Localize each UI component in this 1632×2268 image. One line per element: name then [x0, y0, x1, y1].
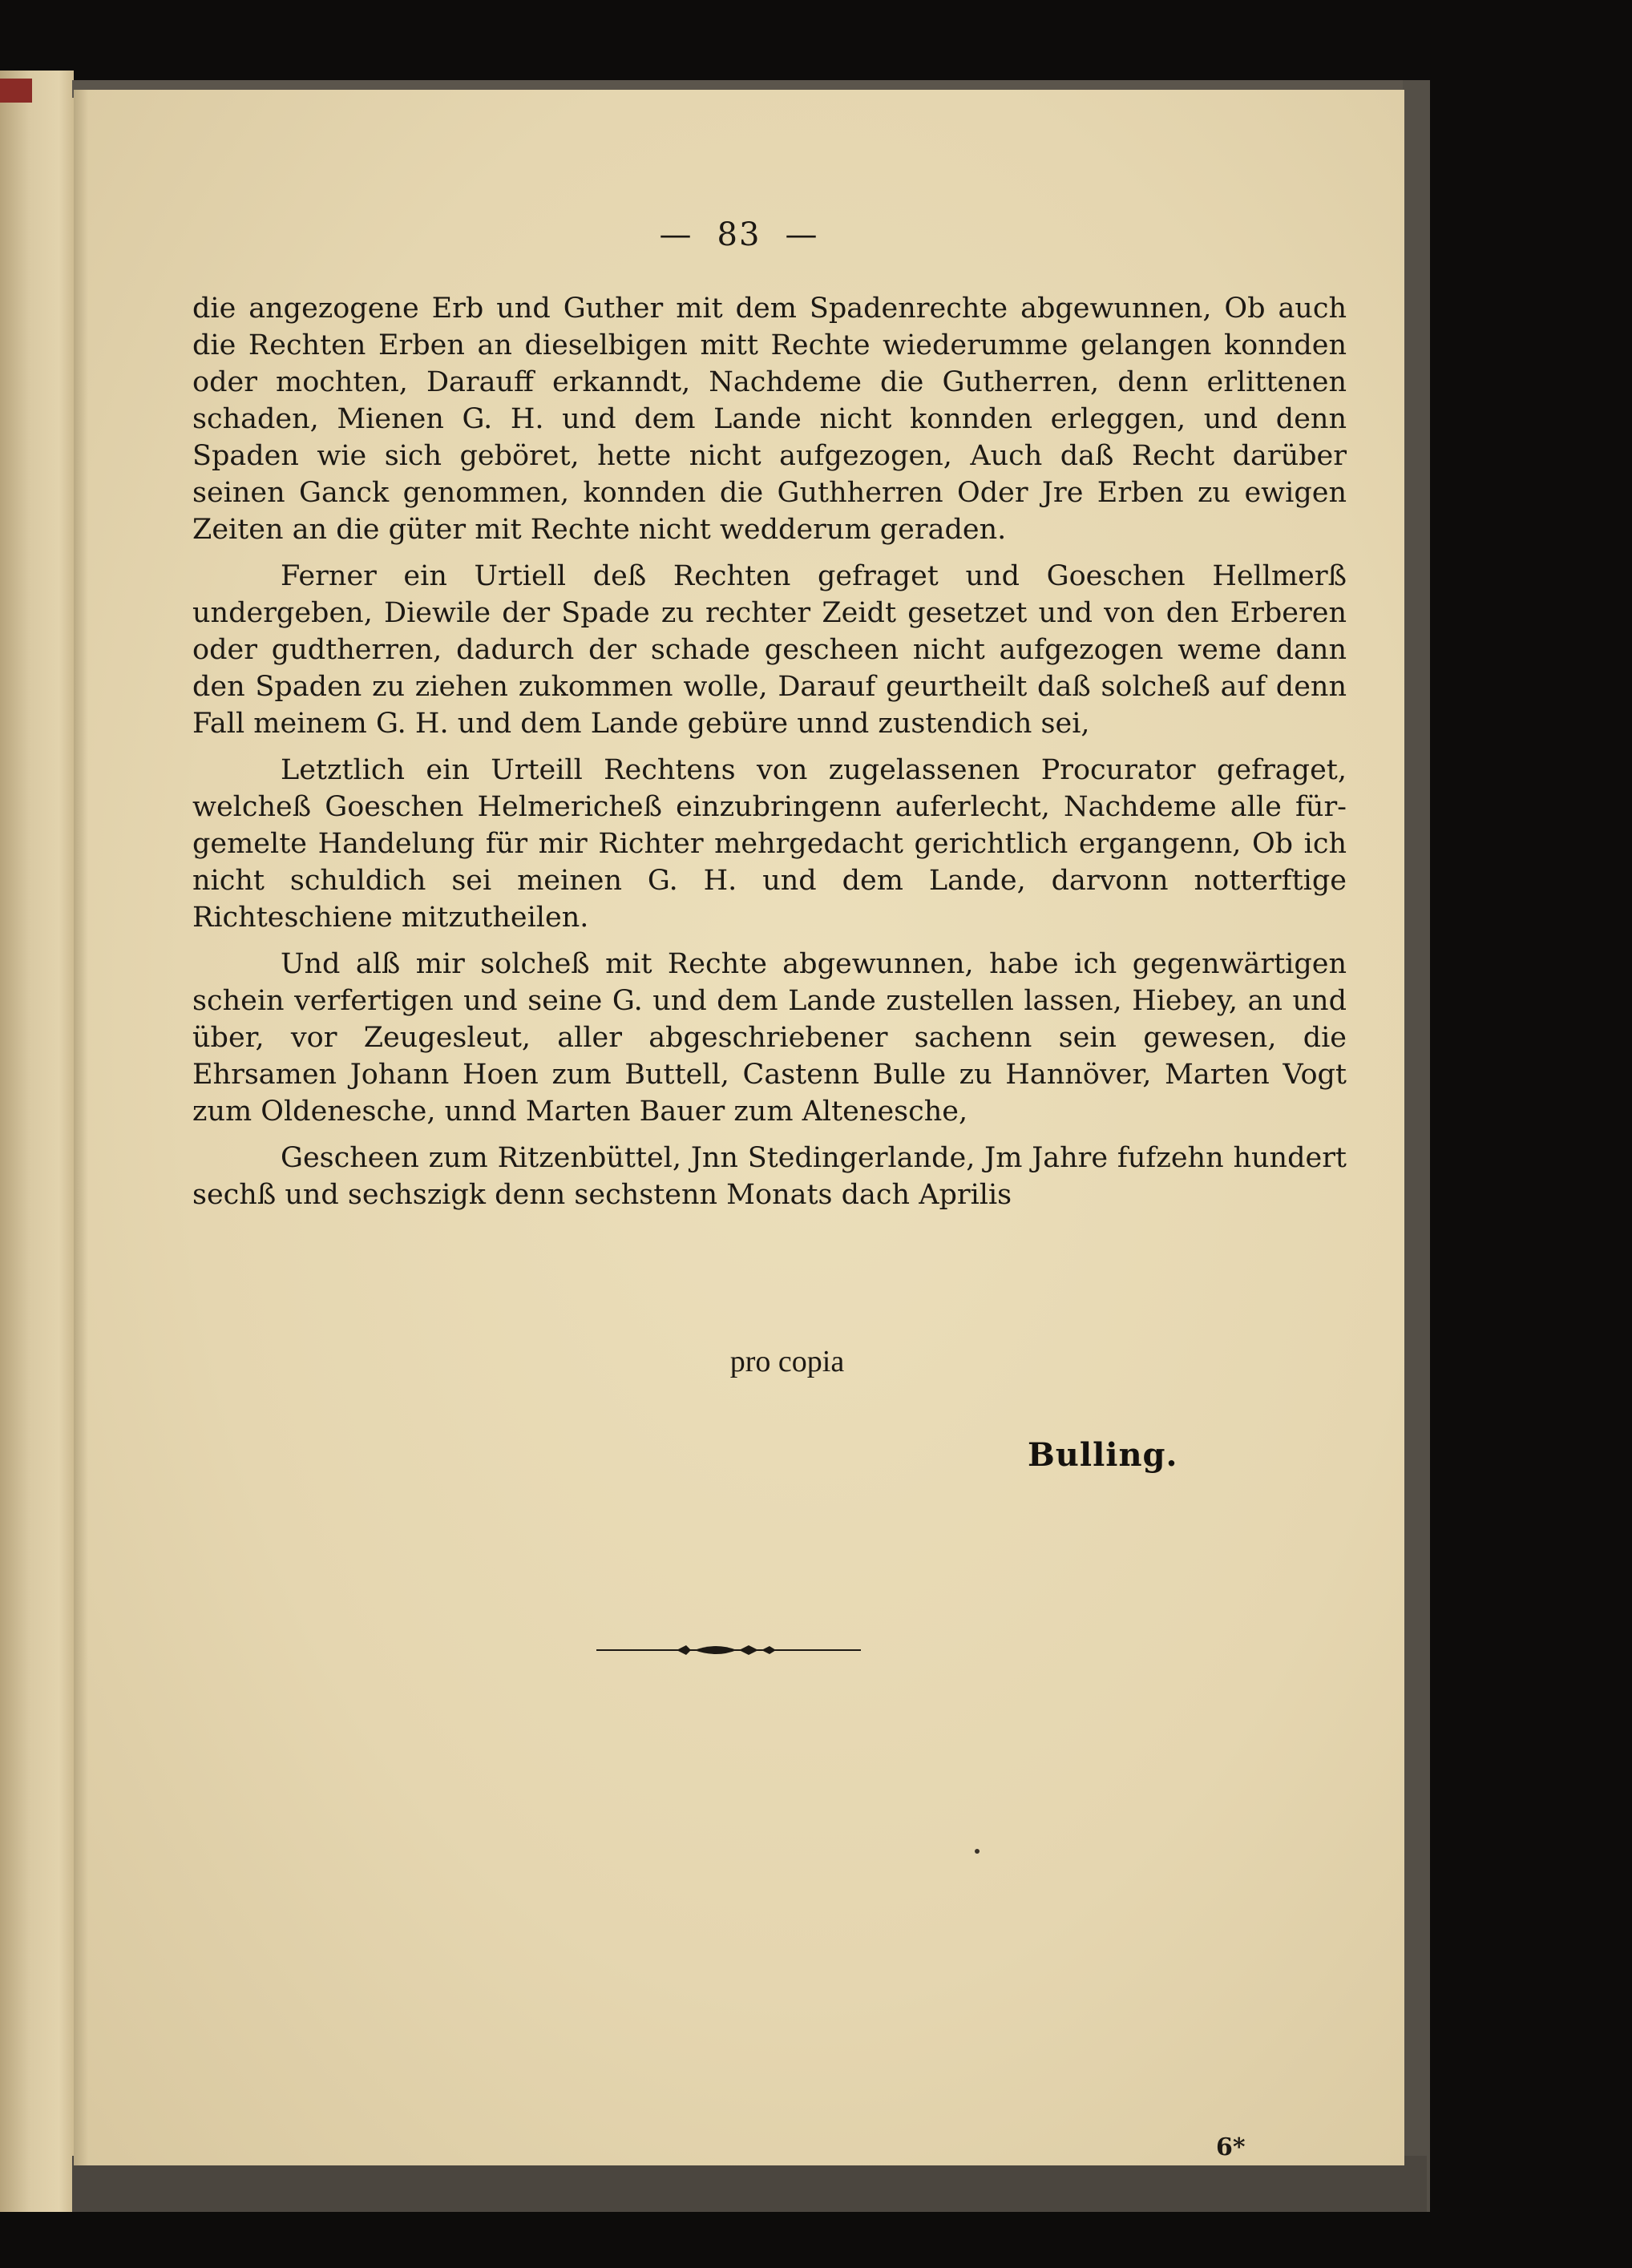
book-page — [74, 90, 1404, 2165]
dash-left: — — [659, 216, 693, 253]
book-cover-edge-right — [1403, 80, 1430, 2212]
paragraph-5: Gescheen zum Ritzenbüttel, Jnn Stedingerlande, Jm Jahre fufzehn hundert sechß und sechszigk denn sechstenn Monats dach Aprilis — [192, 1142, 1347, 1211]
page-number: 83 — [717, 216, 761, 253]
signature: Bulling. — [1028, 1436, 1178, 1474]
facing-page-edge — [0, 71, 74, 2212]
paragraph-4: Und alß mir solcheß mit Rechte abgewunnen, habe ich gegenwärtigen schein verfertigen und seine G. und dem Lande zustellen lassen, Hiebey, an und über, vor Zeugesleut, aller abgeschriebener sachenn sein gewesen, die Ehrsamen Johann Hoen zum Buttell, Castenn Bulle zu Hannöver, Marten Vogt zum Oldenesche, unnd Marten Bauer zum Altenesche, — [192, 948, 1347, 1128]
pro-copia: pro copia — [729, 1345, 845, 1378]
body-text — [192, 290, 1347, 1223]
paragraph-1: die angezogene Erb und Guther mit dem Spadenrechte abgewunnen, Ob auch die Rechten Erben an dieselbigen mitt Rechte wiederumme gelangen konnden oder mochten, Darauff erkanndt, Nachdeme die Gutherren, denn erlittenen schaden, Mienen G. H. und dem Lande nicht konnden erleggen, und denn Spaden wie sich geböret, hette nicht aufgezogen, Auch daß Recht darüber seinen Ganck genommen, konnden die Guthherren Oder Jre Erben zu ewigen Zeiten an die güter mit Rechte nicht wedderum geraden. — [192, 293, 1347, 546]
page-number-header — [74, 216, 1404, 253]
gutter-shadow — [74, 90, 88, 2165]
paragraph-3: Letztlich ein Urteill Rechtens von zugelassenen Procurator gefraget, welcheß Goeschen Helmericheß einzubringenn auferlecht, Nachdeme alle für-gemelte Handelung für mir Richter mehrgedacht gerichtlich ergangenn, Ob ich nicht schuldich sei meinen G. H. und dem Lande, darvonn notterftige Richteschiene mitzutheilen. — [192, 754, 1347, 934]
paragraph-2: Ferner ein Urtiell deß Rechten gefraget und Goeschen Hellmerß undergeben, Diewile der Spade zu rechter Zeidt gesetzet und von den Erberen oder gudtherren, dadurch der schade gescheen nicht aufgezogen weme dann den Spaden zu ziehen zukommen wolle, Darauf geurtheilt daß solcheß auf denn Fall meinem G. H. und dem Lande gebüre unnd zustendich sei, — [192, 560, 1347, 740]
binding-ribbon — [0, 79, 32, 103]
paper-speck — [975, 1849, 980, 1854]
sheet-mark: 6* — [1216, 2133, 1246, 2161]
dash-right: — — [785, 216, 819, 253]
ornament-divider — [596, 1640, 861, 1660]
